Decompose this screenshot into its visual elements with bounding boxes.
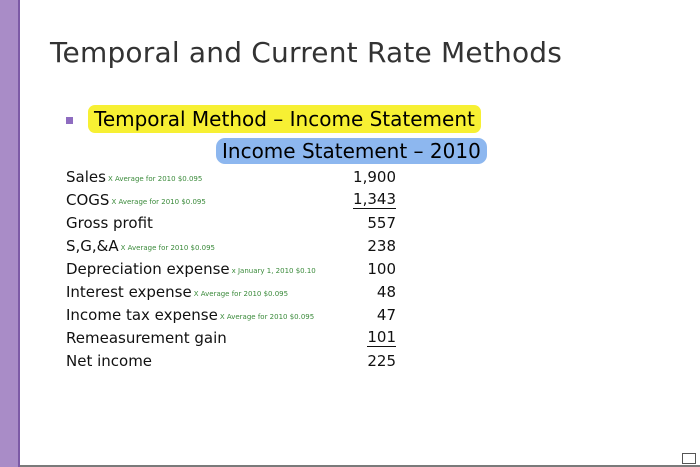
left-accent-bar <box>0 0 18 467</box>
row-value: 557 <box>367 214 396 232</box>
row-interest <box>66 283 396 305</box>
row-note: X Average for 2010 $0.095 <box>107 175 203 183</box>
row-note: X Average for 2010 $0.095 <box>120 244 216 252</box>
row-note: X Average for 2010 $0.095 <box>193 290 289 298</box>
row-note: X Average for 2010 $0.095 <box>111 198 206 206</box>
row-value: 1,900 <box>353 168 396 186</box>
left-accent-line <box>18 0 20 467</box>
row-label: Interest expense <box>66 283 192 301</box>
row-remeasurement <box>66 329 396 351</box>
row-income-tax <box>66 306 396 328</box>
row-sga <box>66 237 396 259</box>
row-label: S,G,&A <box>66 237 119 255</box>
row-label: Income tax expense <box>66 306 218 324</box>
subheading: Temporal Method – Income Statement <box>88 105 481 133</box>
row-label: Sales <box>66 168 106 186</box>
row-value: 1,343 <box>353 190 396 208</box>
row-label: Net income <box>66 352 153 370</box>
row-label: Remeasurement gain <box>66 329 227 347</box>
row-value: 47 <box>376 306 396 324</box>
corner-box-icon <box>682 453 696 464</box>
row-depreciation <box>66 260 396 282</box>
row-gross-profit <box>66 214 396 236</box>
row-note: x January 1, 2010 $0.10 <box>231 267 316 275</box>
row-note: X Average for 2010 $0.095 <box>219 313 315 321</box>
row-value: 101 <box>367 328 396 346</box>
row-value: 225 <box>367 352 396 370</box>
row-value: 100 <box>367 260 396 278</box>
row-value: 238 <box>367 237 396 255</box>
row-cogs <box>66 191 396 213</box>
slide-title: Temporal and Current Rate Methods <box>50 36 563 69</box>
row-net-income <box>66 352 396 374</box>
statement-heading: Income Statement – 2010 <box>216 138 487 164</box>
row-value: 48 <box>376 283 396 301</box>
row-sales <box>66 168 396 190</box>
bullet-icon <box>66 117 73 124</box>
row-label: COGS <box>66 191 110 209</box>
row-label: Depreciation expense <box>66 260 230 278</box>
row-label: Gross profit <box>66 214 153 232</box>
